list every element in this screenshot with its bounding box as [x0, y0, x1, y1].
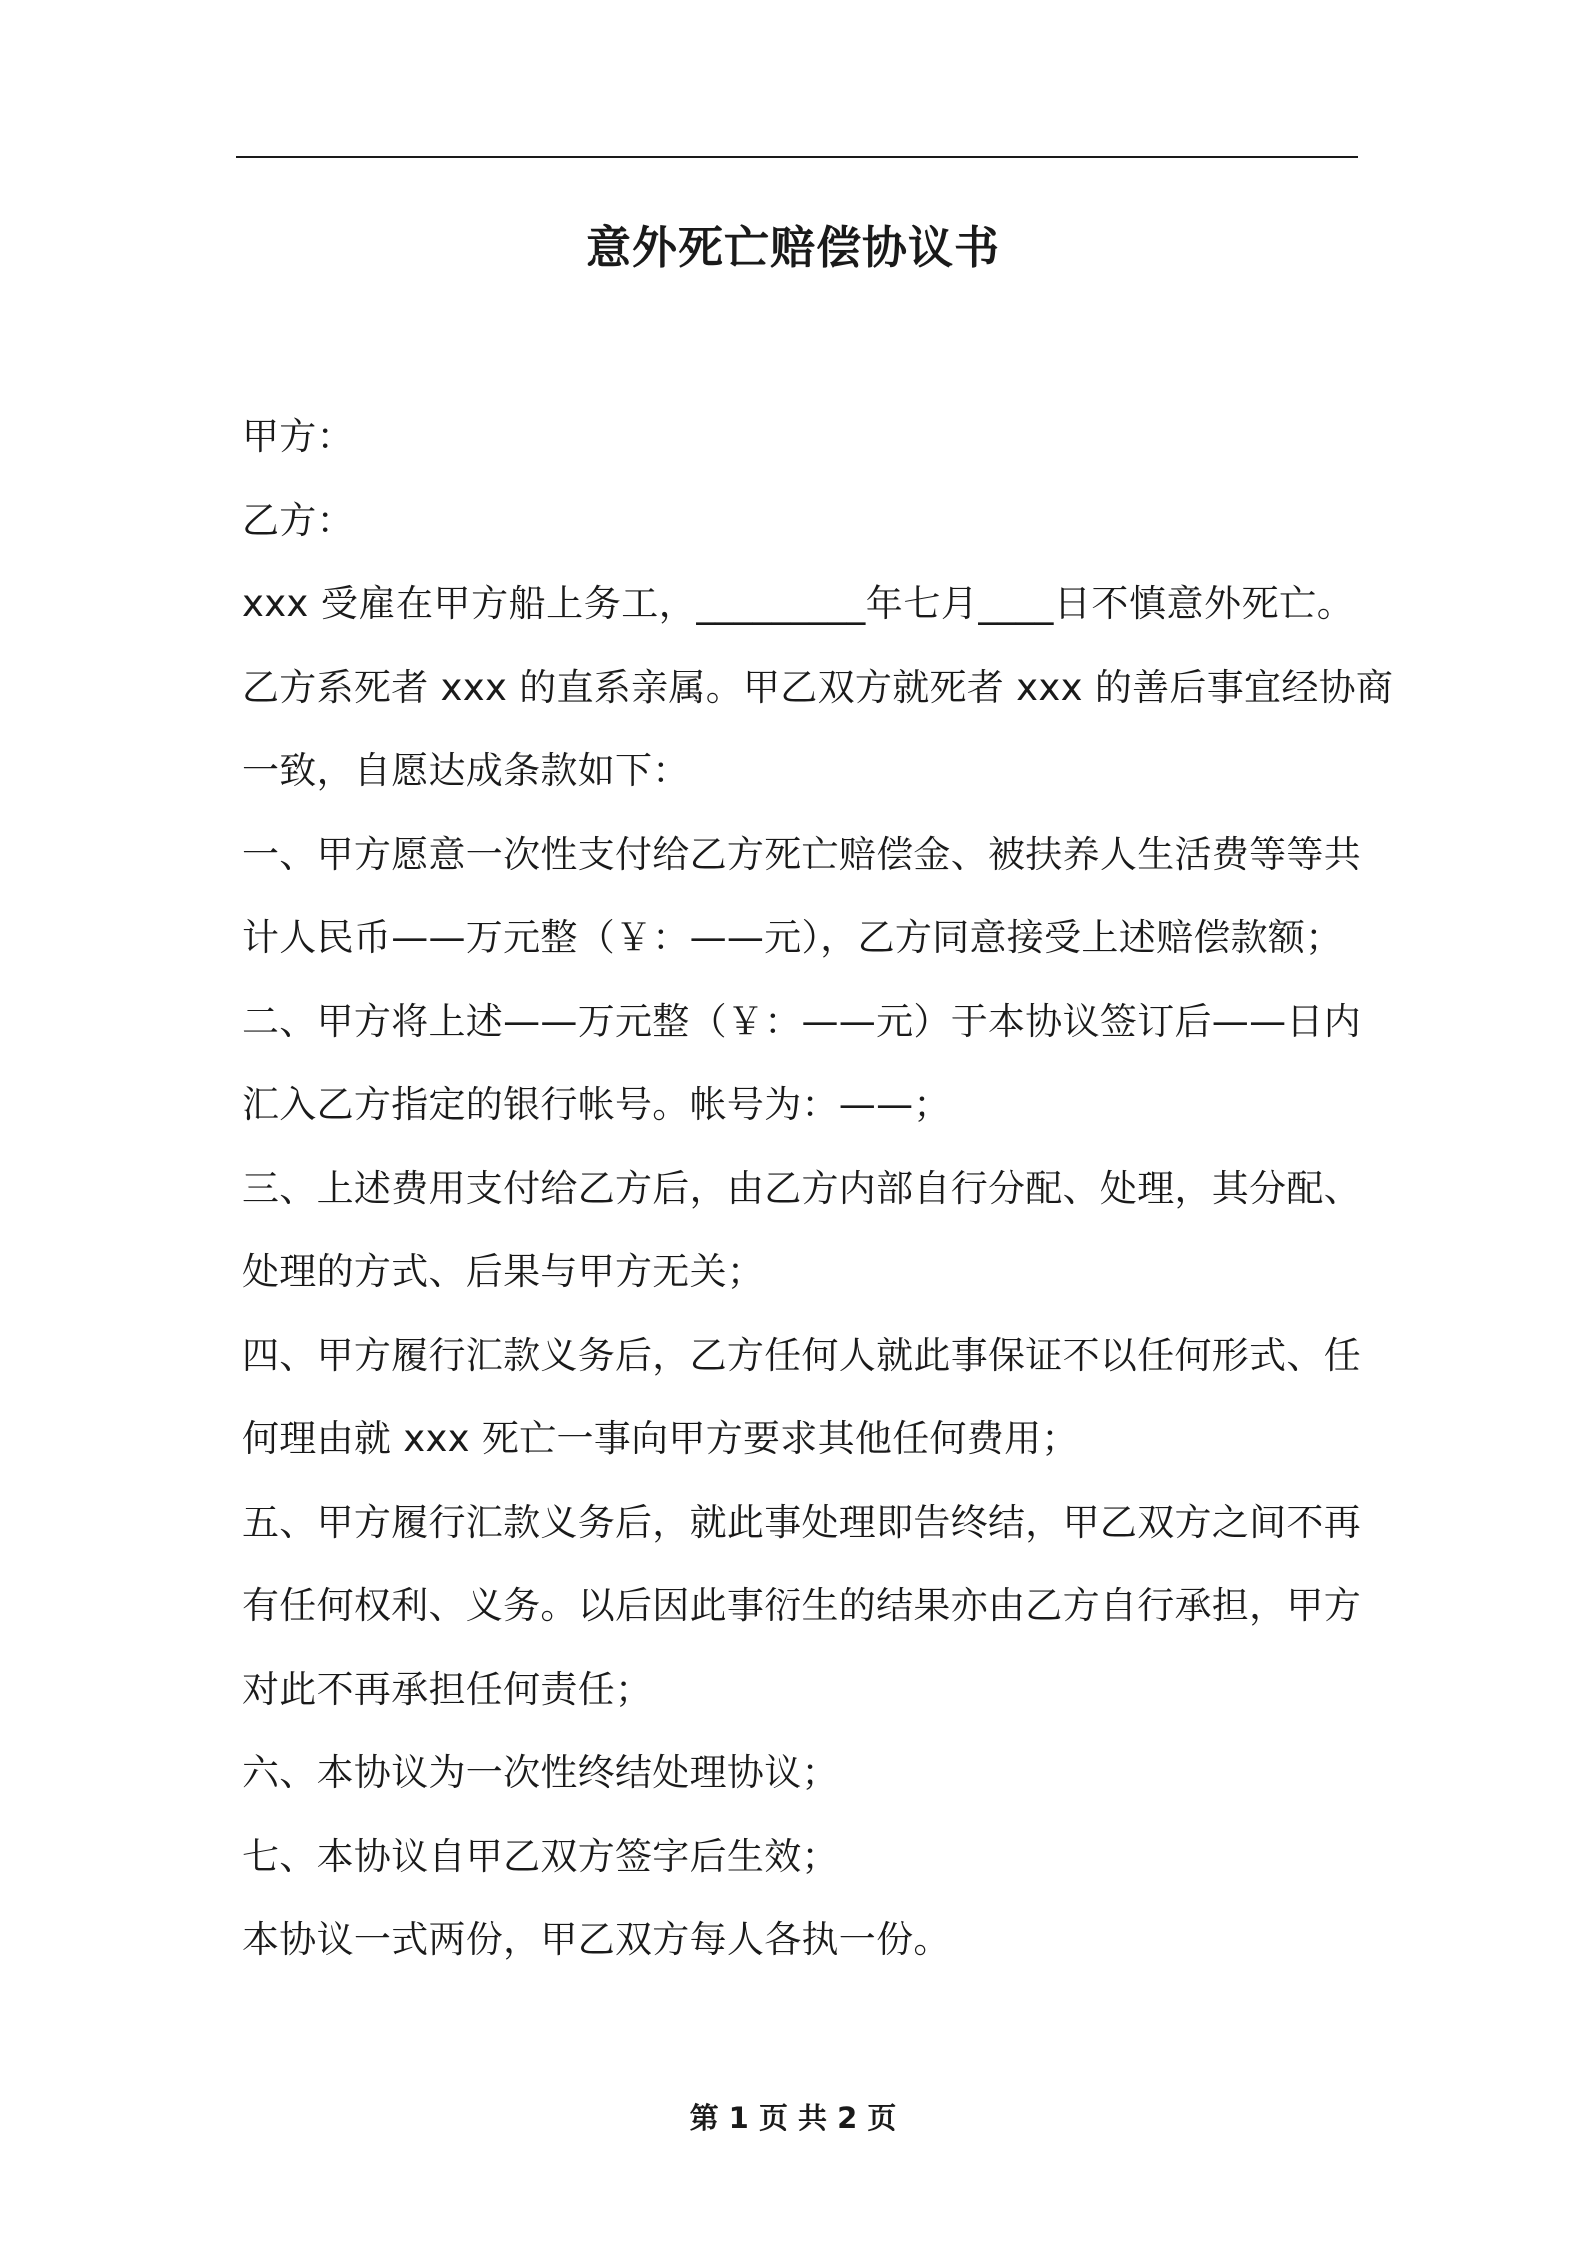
document-title: 意外死亡赔偿协议书: [585, 221, 1000, 274]
clause-7-line: 七、本协议自甲乙双方签字后生效；: [242, 1834, 839, 1878]
clause-6-line: 六、本协议为一次性终结处理协议；: [242, 1751, 839, 1794]
page-number-footer: 第 1 页 共 2 页: [689, 2101, 897, 2135]
body-line: 乙方系死者 xxx 的直系亲属。甲乙双方就死者 xxx 的善后事宜经协商: [242, 665, 1394, 709]
party-b-line: 乙方：: [242, 498, 354, 542]
closing-line: 本协议一式两份，甲乙双方每人各执一份。: [242, 1918, 951, 1961]
clause-3-line: 三、上述费用支付给乙方后，由乙方内部自行分配、处理，其分配、: [242, 1166, 1361, 1210]
clause-5-line: 五、甲方履行汇款义务后，就此事处理即告终结，甲乙双方之间不再: [242, 1500, 1361, 1544]
body-line: 一致，自愿达成条款如下：: [242, 749, 690, 792]
clause-5-line: 有任何权利、义务。以后因此事衍生的结果亦由乙方自行承担，甲方: [242, 1584, 1361, 1627]
clause-3-line: 处理的方式、后果与甲方无关；: [242, 1250, 765, 1293]
body-line: xxx 受雇在甲方船上务工，_________年七月____日不慎意外死亡。: [242, 582, 1354, 625]
clause-1-line: 计人民币——万元整（￥：——元），乙方同意接受上述赔偿款额；: [242, 916, 1343, 959]
party-a-line: 甲方：: [242, 415, 354, 458]
clause-2-line: 汇入乙方指定的银行帐号。帐号为：——；: [242, 1083, 951, 1126]
clause-4-line: 四、甲方履行汇款义务后，乙方任何人就此事保证不以任何形式、任: [242, 1333, 1361, 1377]
clause-5-line: 对此不再承担任何责任；: [242, 1667, 653, 1711]
clause-4-line: 何理由就 xxx 死亡一事向甲方要求其他任何费用；: [242, 1417, 1079, 1460]
header-rule: [236, 156, 1358, 158]
document-body: [242, 407, 1394, 1994]
clause-2-line: 二、甲方将上述——万元整（￥：——元）于本协议签订后——日内: [242, 999, 1361, 1043]
clause-1-line: 一、甲方愿意一次性支付给乙方死亡赔偿金、被扶养人生活费等等共: [242, 832, 1361, 876]
